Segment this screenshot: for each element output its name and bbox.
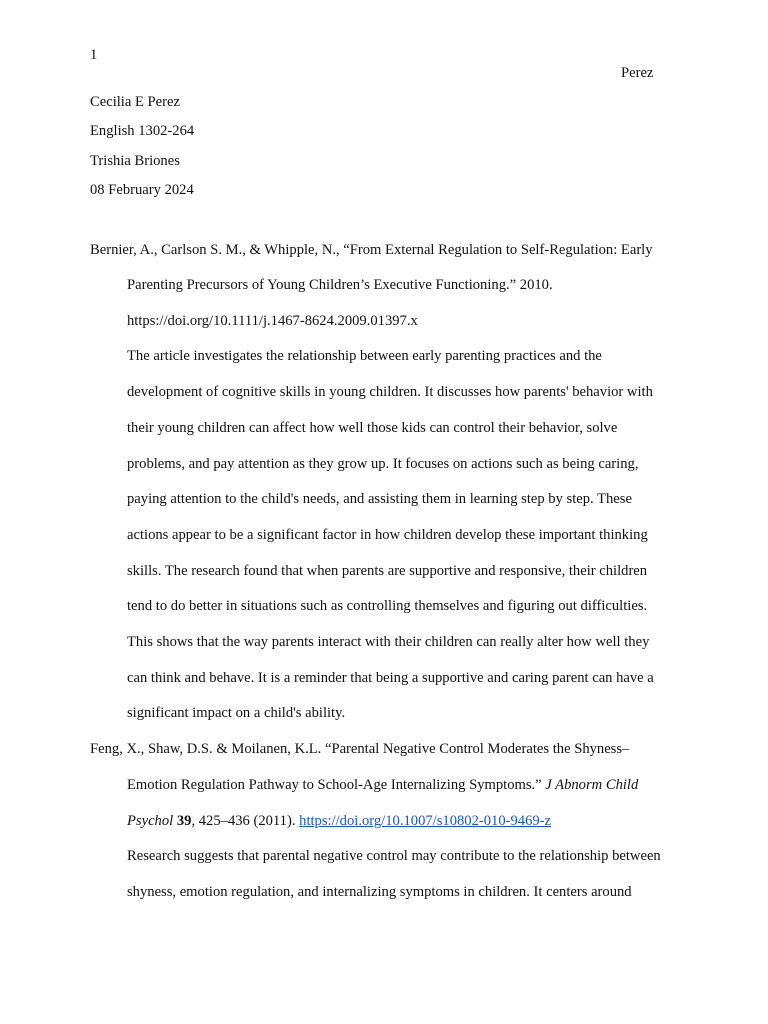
annotation-line: skills. The research found that when parents are supportive and responsive, their children [127, 563, 648, 579]
annotation-line: can think and behave. It is a reminder that being a supportive and caring parent can have a [127, 670, 654, 686]
annotation-line: This shows that the way parents interact with their children can really alter how well they [127, 634, 650, 650]
journal-title-cont: Psychol [127, 813, 174, 829]
citation-line: Feng, X., Shaw, D.S. & Moilanen, K.L. “Parental Negative Control Moderates the Shyness– [90, 741, 630, 757]
citation-doi: https://doi.org/10.1111/j.1467-8624.2009.01397.x [127, 313, 418, 329]
citation-line [127, 813, 551, 830]
date: 08 February 2024 [90, 182, 194, 198]
citation-line [127, 777, 638, 794]
annotation-line: shyness, emotion regulation, and internalizing symptoms in children. It centers around [127, 884, 632, 900]
journal-title: J Abnorm Child [545, 777, 639, 793]
citation-line: Bernier, A., Carlson S. M., & Whipple, N., “From External Regulation to Self-Regulation: Early [90, 242, 653, 258]
page-number: 1 [90, 47, 98, 63]
annotation-line: problems, and pay attention as they grow up. It focuses on actions such as being caring, [127, 456, 639, 472]
author-name: Cecilia E Perez [90, 94, 180, 110]
instructor-name: Trishia Briones [90, 153, 180, 169]
doi-link[interactable]: https://doi.org/10.1007/s10802-010-9469-z [299, 813, 552, 829]
volume: 39 [176, 813, 192, 829]
annotation-line: their young children can affect how well those kids can control their behavior, solve [127, 420, 618, 436]
annotation-line: actions appear to be a significant factor in how children develop these important thinking [127, 527, 648, 543]
course-name: English 1302-264 [90, 123, 195, 139]
annotation-line: The article investigates the relationship between early parenting practices and the [127, 348, 602, 364]
citation-line: Parenting Precursors of Young Children’s Executive Functioning.” 2010. [127, 277, 553, 293]
citation-text: Emotion Regulation Pathway to School-Age Internalizing Symptoms.” [127, 777, 546, 793]
pages-year: , 425–436 (2011). [191, 813, 300, 829]
running-head: Perez [621, 65, 654, 81]
annotation-line: paying attention to the child's needs, and assisting them in learning step by step. These [127, 491, 632, 507]
annotation-line: Research suggests that parental negative control may contribute to the relationship between [127, 848, 661, 864]
annotation-line: significant impact on a child's ability. [127, 705, 346, 721]
annotation-line: development of cognitive skills in young children. It discusses how parents' behavior with [127, 384, 653, 400]
annotation-line: tend to do better in situations such as controlling themselves and figuring out difficulties. [127, 598, 648, 614]
